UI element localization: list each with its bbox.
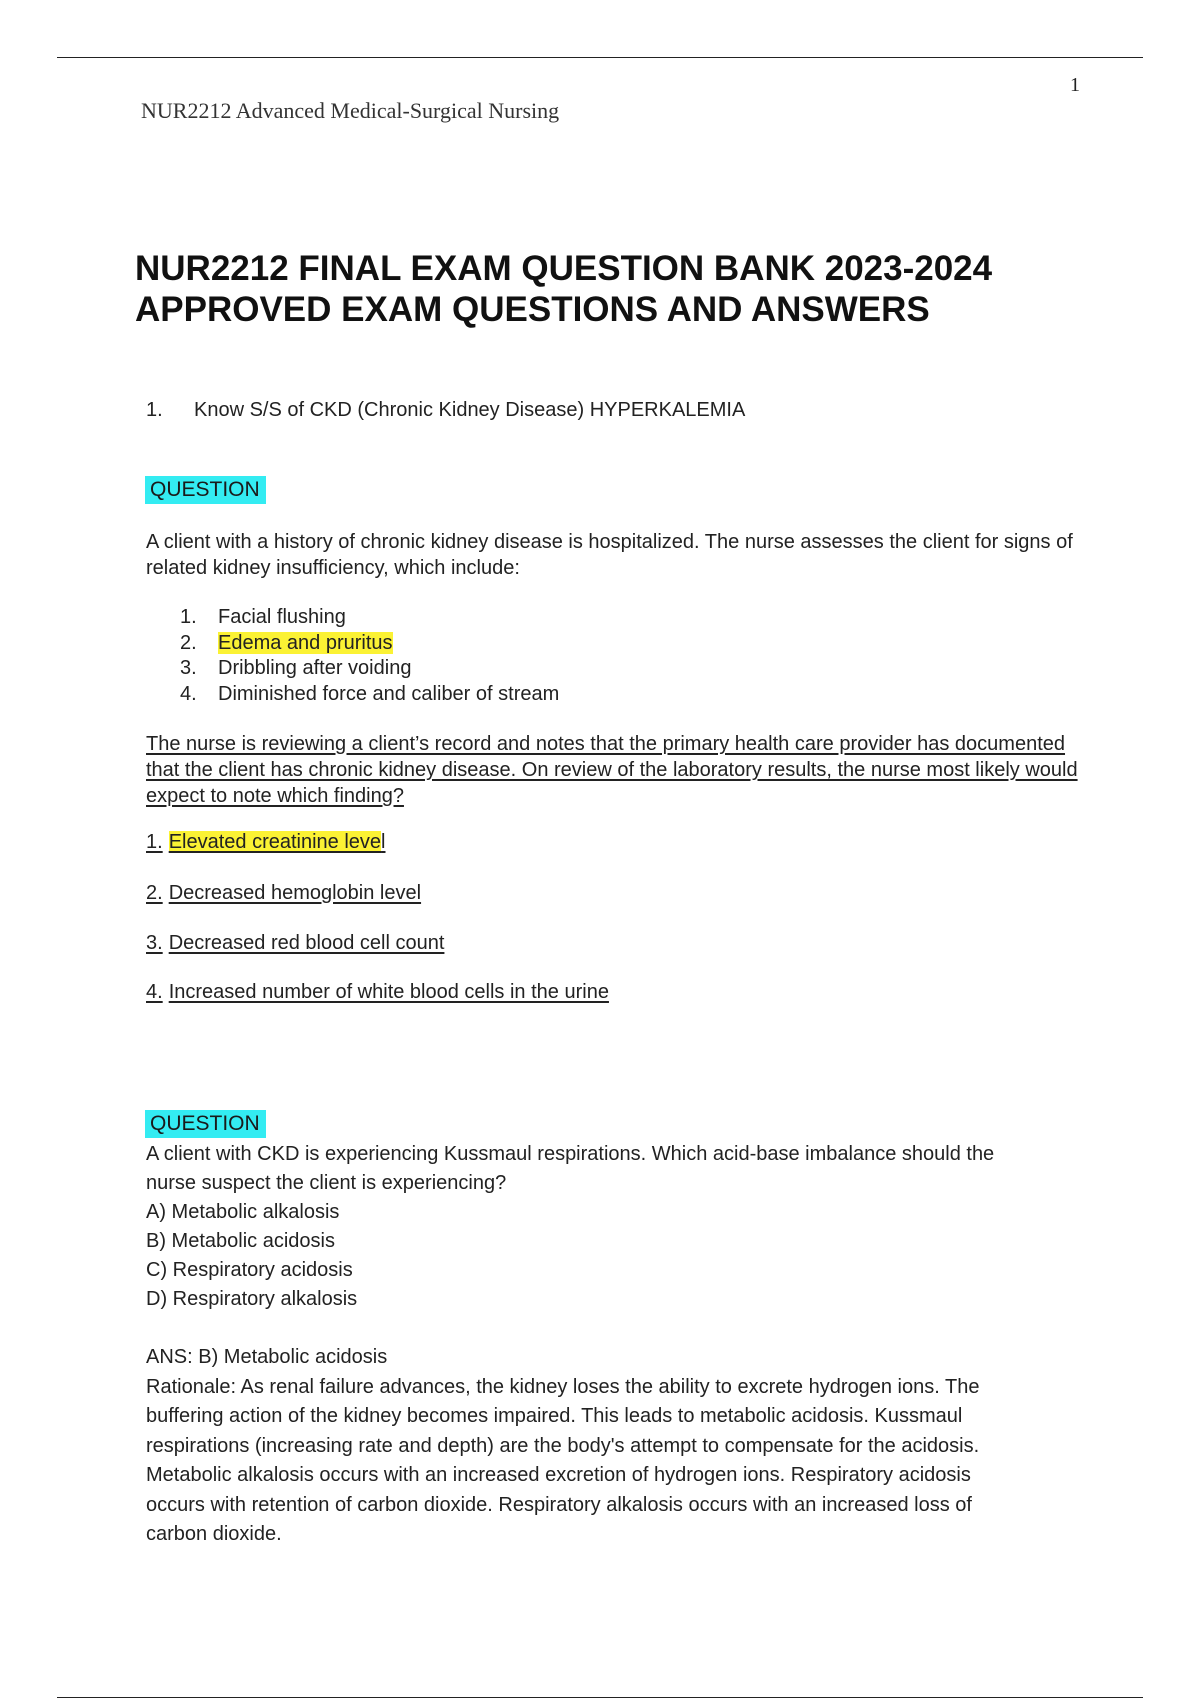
answer-option: B) Metabolic acidosis [146, 1230, 335, 1252]
answer-option: 4. Increased number of white blood cells in the urine [146, 981, 609, 1003]
answer-option: 3. Dribbling after voiding [180, 657, 412, 679]
question-stem: A client with a history of chronic kidney disease is hospitalized. The nurse assesses the client for signs of related kidney insufficiency, which include: [146, 531, 1073, 579]
answer-options-list [180, 605, 559, 707]
answer-option: 4. Diminished force and caliber of stream [180, 682, 560, 705]
question-tag: QUESTION [145, 1110, 266, 1138]
top-rule [57, 57, 1143, 58]
answer-option: A) Metabolic alkalosis [146, 1201, 340, 1223]
rationale-line: respirations (increasing rate and depth) are the body's attempt to compensate for the acidosis. [146, 1434, 980, 1457]
answer-rationale-block [146, 1343, 1086, 1550]
title-line-1: NUR2212 FINAL EXAM QUESTION BANK 2023-2024 [135, 249, 993, 288]
rationale-line: Rationale: As renal failure advances, the kidney loses the ability to excrete hydrogen ions. The [146, 1375, 980, 1398]
question-2-block [146, 1140, 1086, 1314]
answer-option-correct: 1. Elevated creatinine level [146, 831, 386, 853]
rationale-line: occurs with retention of carbon dioxide. Respiratory alkalosis occurs with an increased loss of [146, 1493, 972, 1516]
question-stem-line: nurse suspect the client is experiencing? [146, 1172, 507, 1194]
bottom-rule [57, 1697, 1143, 1698]
highlighted-answer: Elevated creatinine leve [168, 831, 382, 853]
rationale-line: carbon dioxide. [146, 1523, 282, 1545]
question-tag: QUESTION [145, 476, 266, 504]
page-number: 1 [1070, 74, 1080, 96]
answer-option: 3. Decreased red blood cell count [146, 932, 445, 954]
answer-option: 1. Facial flushing [180, 606, 346, 628]
question-stem-underlined: The nurse is reviewing a client’s record and notes that the primary health care provider has documented that the client has chronic kidney disease. On review of the laboratory results, the nurse most likely would expect to note which finding? [146, 733, 1078, 807]
running-header: NUR2212 Advanced Medical-Surgical Nursing [141, 98, 560, 123]
answer-option: D) Respiratory alkalosis [146, 1288, 358, 1310]
highlighted-answer: Edema and pruritus [218, 631, 393, 654]
document-title [135, 248, 1095, 330]
topic-text: Know S/S of CKD (Chronic Kidney Disease) HYPERKALEMIA [194, 399, 746, 421]
answer-option: 2. Decreased hemoglobin level [146, 882, 422, 904]
question-stem-line: A client with CKD is experiencing Kussmaul respirations. Which acid-base imbalance should the [146, 1143, 995, 1165]
rationale-line: Metabolic alkalosis occurs with an increased excretion of hydrogen ions. Respiratory acidosis [146, 1464, 971, 1486]
topic-number: 1. [146, 399, 163, 421]
answer-option-correct: 2. Edema and pruritus [180, 631, 393, 654]
answer-key: ANS: B) Metabolic acidosis [146, 1346, 388, 1368]
rationale-line: buffering action of the kidney becomes impaired. This leads to metabolic acidosis. Kussmaul [146, 1405, 963, 1427]
title-line-2: APPROVED EXAM QUESTIONS AND ANSWERS [135, 290, 930, 329]
answer-option: C) Respiratory acidosis [146, 1259, 353, 1281]
topic-heading [146, 399, 745, 422]
